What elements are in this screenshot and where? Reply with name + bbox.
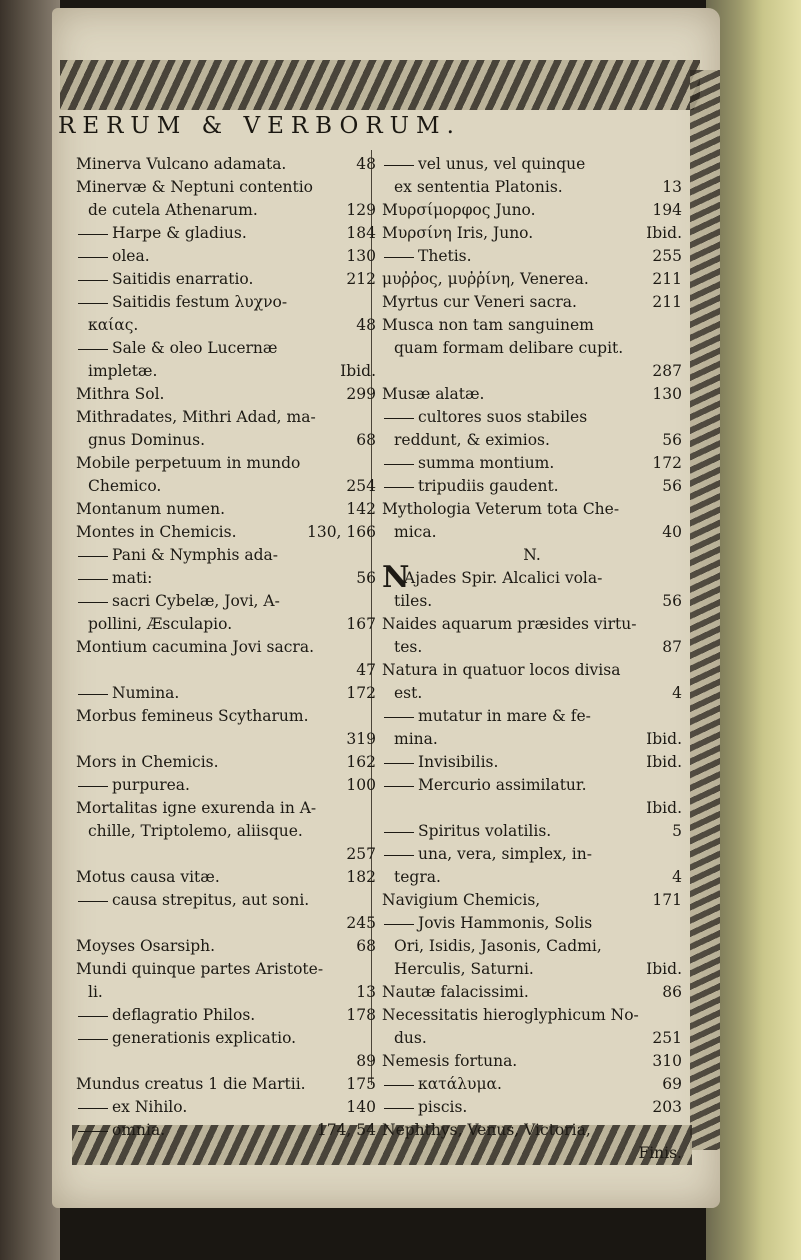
index-entry <box>76 843 376 866</box>
entry-text: li. <box>88 983 103 1001</box>
index-entry <box>382 429 682 452</box>
index-entry <box>382 1096 682 1119</box>
entry-page-number: 129 <box>346 201 376 219</box>
index-entry <box>382 705 682 728</box>
entry-text: tegra. <box>394 868 441 886</box>
index-entry <box>382 475 682 498</box>
index-entry <box>76 1027 376 1050</box>
entry-text: Invisibilis. <box>418 753 499 771</box>
index-entry <box>76 797 376 820</box>
entry-text: Ajades Spir. Alcalici vola- <box>404 569 603 587</box>
entry-text: cultores suos stabiles <box>418 408 588 426</box>
index-entry <box>76 912 376 935</box>
entry-text: quam formam delibare cupit. <box>394 339 624 357</box>
entry-text: reddunt, & eximios. <box>394 431 550 449</box>
entry-page-number: 56 <box>662 431 682 449</box>
entry-page-number: 175 <box>346 1075 376 1093</box>
index-entry <box>382 1119 682 1142</box>
entry-text: ex Nihilo. <box>112 1098 188 1116</box>
entry-page-number: 171 <box>652 891 682 909</box>
index-entry <box>382 958 682 981</box>
index-entry <box>76 291 376 314</box>
index-entry <box>76 176 376 199</box>
index-entry <box>382 498 682 521</box>
entry-text: Montium cacumina Jovi sacra. <box>76 638 315 656</box>
index-entry <box>76 935 376 958</box>
entry-page-number: 130, 166 <box>306 523 376 541</box>
entry-text: Pani & Nymphis ada- <box>112 546 278 564</box>
entry-text: Ori, Isidis, Jasonis, Cadmi, <box>394 937 602 955</box>
index-entry <box>382 360 682 383</box>
entry-page-number: 167 <box>346 615 376 633</box>
entry-text: ex sententia Platonis. <box>394 178 563 196</box>
entry-text: mina. <box>394 730 438 748</box>
entry-text: Motus causa vitæ. <box>76 868 220 886</box>
index-entry <box>382 659 682 682</box>
index-entry <box>382 1073 682 1096</box>
entry-page-number: 130 <box>346 247 376 265</box>
entry-page-number: 172 <box>346 684 376 702</box>
entry-text: Nautæ falacissimi. <box>382 983 529 1001</box>
entry-text: Musca non tam sanguinem <box>382 316 594 334</box>
entry-text: Μυρσίμορφος Juno. <box>382 201 536 219</box>
index-entry <box>76 337 376 360</box>
entry-text: Mobile perpetuum in mundo <box>76 454 301 472</box>
index-entry <box>382 935 682 958</box>
index-entry <box>76 751 376 774</box>
index-entry <box>76 429 376 452</box>
entry-page-number: 251 <box>652 1029 682 1047</box>
entry-text: omnia. <box>112 1121 166 1139</box>
entry-page-number: 211 <box>652 293 682 311</box>
entry-text: chille, Triptolemo, aliisque. <box>88 822 303 840</box>
entry-text: Numina. <box>112 684 180 702</box>
index-entry <box>382 774 682 797</box>
entry-text: gnus Dominus. <box>88 431 206 449</box>
entry-text: tripudiis gaudent. <box>418 477 559 495</box>
entry-page-number: 211 <box>652 270 682 288</box>
index-entry <box>76 1050 376 1073</box>
entry-page-number: 130 <box>652 385 682 403</box>
entry-text: tiles. <box>394 592 433 610</box>
entry-page-number: 254 <box>346 477 376 495</box>
entry-page-number: 174, 54 <box>316 1121 376 1139</box>
index-entry <box>382 981 682 1004</box>
index-entry <box>382 1050 682 1073</box>
entry-text: Mors in Chemicis. <box>76 753 219 771</box>
entry-page-number: 68 <box>356 937 376 955</box>
entry-page-number: 142 <box>346 500 376 518</box>
index-entry <box>76 889 376 912</box>
entry-text: Mundus creatus 1 die Martii. <box>76 1075 306 1093</box>
index-entry <box>382 590 682 613</box>
index-entry <box>76 199 376 222</box>
index-entry <box>382 1004 682 1027</box>
entry-text: Mythologia Veterum tota Che- <box>382 500 620 518</box>
top-ornament-band <box>60 60 700 110</box>
entry-text: κατάλυμα. <box>418 1075 502 1093</box>
entry-text: Thetis. <box>418 247 472 265</box>
entry-text: deflagratio Philos. <box>112 1006 256 1024</box>
entry-page-number: 212 <box>346 270 376 288</box>
index-entry <box>382 199 682 222</box>
entry-text: Nephthys, Venus, Victoria, <box>382 1121 591 1139</box>
entry-page-number: 140 <box>346 1098 376 1116</box>
entry-text: Mithradates, Mithri Adad, ma- <box>76 408 316 426</box>
entry-text: Nemesis fortuna. <box>382 1052 518 1070</box>
index-entry <box>76 268 376 291</box>
index-entry <box>382 682 682 705</box>
entry-text: Spiritus volatilis. <box>418 822 552 840</box>
entry-text: Mortalitas igne exurenda in A- <box>76 799 317 817</box>
entry-text: sacri Cybelæ, Jovi, A- <box>112 592 280 610</box>
index-entry <box>76 475 376 498</box>
entry-text: Moyses Osarsiph. <box>76 937 216 955</box>
entry-page-number: 56 <box>662 592 682 610</box>
entry-text: Herculis, Saturni. <box>394 960 534 978</box>
entry-text: piscis. <box>418 1098 468 1116</box>
entry-text: pollini, Æsculapio. <box>88 615 233 633</box>
index-entry <box>76 705 376 728</box>
entry-text: Natura in quatuor locos divisa <box>382 661 621 679</box>
entry-page-number: 40 <box>662 523 682 541</box>
entry-text: Sale & oleo Lucernæ <box>112 339 278 357</box>
entry-text: impletæ. <box>88 362 158 380</box>
index-entry <box>382 889 682 912</box>
index-entry <box>76 383 376 406</box>
index-entry <box>76 521 376 544</box>
index-entry <box>76 452 376 475</box>
entry-text: Morbus femineus Scytharum. <box>76 707 309 725</box>
entry-text: Finis. <box>638 1144 682 1162</box>
entry-page-number: 47 <box>356 661 376 679</box>
entry-page-number: 4 <box>672 868 682 886</box>
entry-page-number: 287 <box>652 362 682 380</box>
index-column-right <box>382 153 682 1165</box>
entry-page-number: 5 <box>672 822 682 840</box>
entry-text: καίας. <box>88 316 139 334</box>
entry-text: Chemico. <box>88 477 162 495</box>
entry-text: summa montium. <box>418 454 555 472</box>
entry-page-number: 184 <box>346 224 376 242</box>
entry-page-number: 319 <box>346 730 376 748</box>
index-entry <box>76 682 376 705</box>
index-entry <box>76 1119 376 1142</box>
index-entry <box>76 636 376 659</box>
entry-page-number: 89 <box>356 1052 376 1070</box>
index-entry <box>76 774 376 797</box>
entry-page-number: 87 <box>662 638 682 656</box>
index-entry <box>76 360 376 383</box>
index-entry <box>382 337 682 360</box>
entry-page-number: 69 <box>662 1075 682 1093</box>
index-entry <box>382 521 682 544</box>
entry-text: Mundi quinque partes Aristote- <box>76 960 324 978</box>
entry-text: Minerva Vulcano adamata. <box>76 155 287 173</box>
entry-text: Saitidis festum λυχνο- <box>112 293 288 311</box>
index-entry <box>382 291 682 314</box>
entry-text: mica. <box>394 523 437 541</box>
entry-page-number: Ibid. <box>646 799 682 817</box>
index-entry <box>382 728 682 751</box>
entry-text: Montanum numen. <box>76 500 225 518</box>
index-entry <box>76 406 376 429</box>
index-entry <box>76 1004 376 1027</box>
index-entry <box>382 544 682 567</box>
entry-page-number: 255 <box>652 247 682 265</box>
index-entry <box>382 268 682 291</box>
entry-page-number: 257 <box>346 845 376 863</box>
entry-text: Navigium Chemicis, <box>382 891 541 909</box>
index-entry <box>76 659 376 682</box>
entry-page-number: 310 <box>652 1052 682 1070</box>
entry-text: de cutela Athenarum. <box>88 201 258 219</box>
index-entry <box>76 498 376 521</box>
entry-text: mati: <box>112 569 153 587</box>
entry-text: dus. <box>394 1029 427 1047</box>
index-column-left <box>76 153 376 1142</box>
entry-page-number: 56 <box>356 569 376 587</box>
index-entry <box>76 1073 376 1096</box>
index-entry <box>382 751 682 774</box>
index-entry <box>76 820 376 843</box>
entry-page-number: 56 <box>662 477 682 495</box>
index-entry <box>382 866 682 889</box>
index-entry <box>76 866 376 889</box>
entry-text: Necessitatis hieroglyphicum No- <box>382 1006 639 1024</box>
entry-text: μυῤῥος, μυῤῥίνη, Venerea. <box>382 270 589 288</box>
entry-page-number: 13 <box>356 983 376 1001</box>
index-entry <box>76 728 376 751</box>
entry-text: mutatur in mare & fe- <box>418 707 591 725</box>
entry-text: N. <box>523 546 541 564</box>
index-entry <box>76 1096 376 1119</box>
entry-text: Naides aquarum præsides virtu- <box>382 615 637 633</box>
index-entry <box>382 176 682 199</box>
index-entry <box>382 613 682 636</box>
index-entry <box>382 245 682 268</box>
index-entry <box>76 314 376 337</box>
index-entry <box>382 1142 682 1165</box>
entry-text: Mercurio assimilatur. <box>418 776 587 794</box>
entry-page-number: 86 <box>662 983 682 1001</box>
entry-page-number: Ibid. <box>646 960 682 978</box>
index-entry <box>76 981 376 1004</box>
entry-text: una, vera, simplex, in- <box>418 845 592 863</box>
index-entry <box>76 222 376 245</box>
entry-page-number: Ibid. <box>340 362 376 380</box>
entry-page-number: Ibid. <box>646 224 682 242</box>
index-entry <box>382 797 682 820</box>
entry-page-number: 162 <box>346 753 376 771</box>
entry-page-number: 100 <box>346 776 376 794</box>
entry-page-number: 182 <box>346 868 376 886</box>
entry-page-number: 194 <box>652 201 682 219</box>
index-entry <box>382 153 682 176</box>
entry-text: generationis explicatio. <box>112 1029 297 1047</box>
entry-page-number: 48 <box>356 155 376 173</box>
entry-page-number: Ibid. <box>646 730 682 748</box>
index-entry <box>382 383 682 406</box>
index-entry <box>76 613 376 636</box>
entry-text: Musæ alatæ. <box>382 385 485 403</box>
index-entry <box>76 153 376 176</box>
right-background-strip <box>706 0 801 1260</box>
entry-page-number: 203 <box>652 1098 682 1116</box>
entry-text: Saitidis enarratio. <box>112 270 254 288</box>
entry-text: causa strepitus, aut soni. <box>112 891 310 909</box>
entry-text: Minervæ & Neptuni contentio <box>76 178 314 196</box>
index-entry <box>382 1027 682 1050</box>
index-entry <box>382 820 682 843</box>
entry-page-number: 4 <box>672 684 682 702</box>
entry-text: purpurea. <box>112 776 190 794</box>
entry-text: vel unus, vel quinque <box>418 155 586 173</box>
index-entry <box>76 567 376 590</box>
index-entry <box>382 912 682 935</box>
index-entry <box>76 245 376 268</box>
index-entry <box>382 314 682 337</box>
entry-text: Μυρσίνη Iris, Juno. <box>382 224 534 242</box>
right-ornament-band <box>690 70 720 1150</box>
entry-text: tes. <box>394 638 423 656</box>
entry-page-number: 48 <box>356 316 376 334</box>
entry-text: est. <box>394 684 423 702</box>
index-entry <box>382 843 682 866</box>
entry-page-number: 178 <box>346 1006 376 1024</box>
index-entry <box>382 452 682 475</box>
index-entry <box>76 544 376 567</box>
entry-page-number: 245 <box>346 914 376 932</box>
entry-page-number: 13 <box>662 178 682 196</box>
entry-text: Harpe & gladius. <box>112 224 247 242</box>
entry-text: Montes in Chemicis. <box>76 523 237 541</box>
entry-page-number: 299 <box>346 385 376 403</box>
entry-text: Myrtus cur Veneri sacra. <box>382 293 577 311</box>
entry-page-number: Ibid. <box>646 753 682 771</box>
index-entry <box>382 406 682 429</box>
index-entry <box>382 636 682 659</box>
entry-text: Mithra Sol. <box>76 385 165 403</box>
entry-page-number: 68 <box>356 431 376 449</box>
index-entry <box>76 958 376 981</box>
entry-page-number: 172 <box>652 454 682 472</box>
index-entry <box>382 222 682 245</box>
entry-text: olea. <box>112 247 150 265</box>
page-header: RERUM & VERBORUM. <box>58 113 461 139</box>
drop-cap-letter: N <box>382 560 410 595</box>
left-binding-strip <box>0 0 60 1260</box>
index-entry <box>382 560 682 595</box>
index-entry <box>76 590 376 613</box>
entry-text: Jovis Hammonis, Solis <box>418 914 593 932</box>
